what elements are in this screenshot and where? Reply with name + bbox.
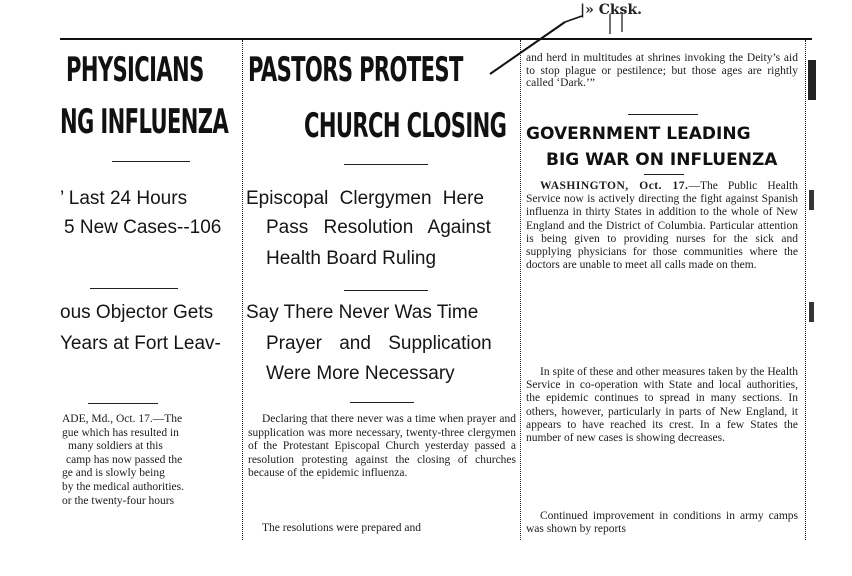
column-3 xyxy=(524,40,802,540)
col2-body: Declaring that there never was a time when prayer and supplication was more necessary, twenty-three clergymen of the Protestant Episcopal Church yesterday passed a resolution protesting against the closing of churches because of the epidemic influenza. xyxy=(248,413,516,480)
col3-top-text: and herd in multitudes at shrines invoking the Deity’s aid to stop plague or pestilence; but those ages are rightly called ‘Dark.’” xyxy=(526,52,798,89)
col3-rule-1 xyxy=(628,114,698,115)
col3-dateline: WASHINGTON, Oct. 17. xyxy=(540,180,689,192)
col1-rule-2 xyxy=(90,288,178,289)
col2-rule-1 xyxy=(344,164,428,165)
edge-letter-mark xyxy=(809,190,814,210)
col2-headline-line2: CHURCH CLOSING xyxy=(304,106,507,146)
col3-para-1-text: —The Public Health Service now is actively directing the fight against Spanish influenza in thirty States in addition to the whole of New England and the District of Columbia. Particular attention is being given to providing nurses for the sick and supplying physicians for those communities where the doctors are unable to meet all calls made on them. xyxy=(526,180,798,272)
col2-rule-2 xyxy=(344,290,428,291)
column-2 xyxy=(246,40,518,540)
col1-body-line: ADE, Md., Oct. 17.—The xyxy=(62,413,183,425)
masthead-scribble: |» Cksk. xyxy=(580,2,643,18)
col2-deck2-line1: Say There Never Was Time xyxy=(246,302,479,323)
col1-body-line: camp has now passed the xyxy=(66,453,183,466)
col2-rule-3 xyxy=(350,402,414,403)
column-rule-2 xyxy=(520,40,521,540)
col3-headline-line1: GOVERNMENT LEADING xyxy=(526,124,751,144)
col3-para-2: In spite of these and other measures taken by the Health Service in co-operation with State and local authorities, the epidemic continues to spread in many sections. In others, however, particularly in parts of New England, it appears to have reached its crest. In a few States the number of new cases is showing decreases. xyxy=(526,366,798,445)
col1-body-line: many soldiers at this xyxy=(68,440,163,453)
col1-rule-3 xyxy=(88,403,158,404)
col1-deck2-line1: ous Objector Gets xyxy=(60,302,214,323)
col1-body-line: or the twenty-four hours xyxy=(62,494,175,507)
col1-body-line: gue which has resulted in xyxy=(62,426,179,439)
col1-body-line: ge and is slowly being xyxy=(62,467,165,480)
col1-deck1-line2: 5 New Cases--106 xyxy=(64,217,222,238)
col1-deck1-line1: ’ Last 24 Hours xyxy=(60,188,188,209)
col2-deck1-line2: Pass Resolution Against xyxy=(266,217,491,238)
edge-letter-mark xyxy=(809,302,814,322)
col3-headline-line2: BIG WAR ON INFLUENZA xyxy=(546,150,778,170)
col2-deck2-line2: Prayer and Supplication xyxy=(266,333,492,354)
col3-rule-2 xyxy=(644,174,684,175)
col2-headline-line1: PASTORS PROTEST xyxy=(248,50,463,90)
col1-deck2-line2: Years at Fort Leav- xyxy=(60,333,221,354)
col2-deck1-line3: Health Board Ruling xyxy=(266,248,437,269)
col1-body xyxy=(62,413,238,508)
col2-deck1-line1: Episcopal Clergymen Here xyxy=(246,188,484,209)
edge-letter-mark xyxy=(808,60,816,100)
col1-body-line: by the medical authorities. xyxy=(62,480,184,493)
col3-para-1 xyxy=(526,180,798,272)
col2-body-continued: The resolutions were prepared and xyxy=(262,522,422,534)
column-rule-3 xyxy=(805,40,806,540)
col3-para-3: Continued improvement in conditions in army camps was shown by reports xyxy=(526,510,798,536)
column-1 xyxy=(60,40,240,540)
column-4-edge xyxy=(808,40,820,540)
col1-headline-line1: PHYSICIANS xyxy=(66,50,204,90)
column-rule-1 xyxy=(242,40,243,540)
col2-deck2-line3: Were More Necessary xyxy=(266,363,455,384)
col1-rule-1 xyxy=(112,161,190,162)
col1-headline-line2: NG INFLUENZA xyxy=(60,102,229,142)
